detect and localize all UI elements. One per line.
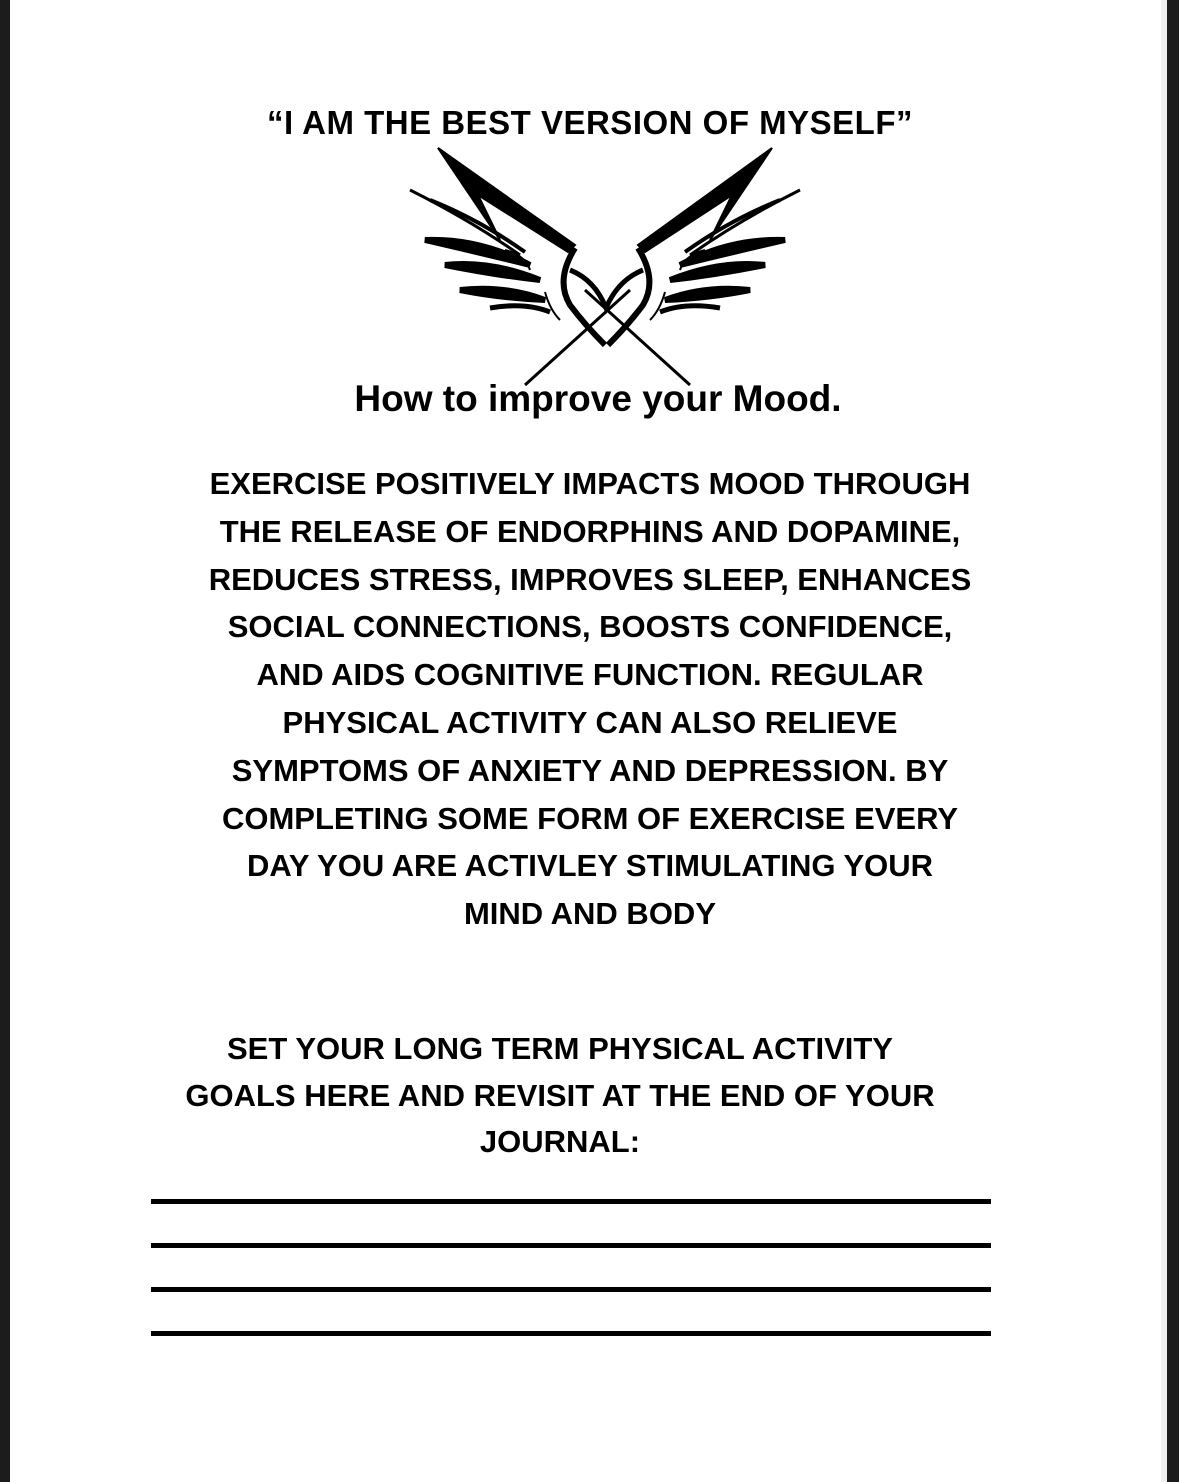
writing-line[interactable] <box>151 1199 991 1204</box>
body-line: EXERCISE POSITIVELY IMPACTS MOOD THROUGH <box>209 466 971 501</box>
goals-prompt <box>120 1026 1000 1166</box>
body-line: SOCIAL CONNECTIONS, BOOSTS CONFIDENCE, <box>227 609 953 645</box>
goals-line: GOALS HERE AND REVISIT AT THE END OF YOUR <box>185 1077 935 1113</box>
subtitle-heading: How to improve your Mood. <box>354 378 842 419</box>
body-line: THE RELEASE OF ENDORPHINS AND DOPAMINE, <box>219 513 961 549</box>
writing-line[interactable] <box>151 1287 991 1292</box>
wings-logo-icon <box>400 140 820 390</box>
affirmation-heading: “I AM THE BEST VERSION OF MYSELF” <box>267 104 913 141</box>
body-line: PHYSICAL ACTIVITY CAN ALSO RELIEVE <box>282 704 898 740</box>
body-line: REDUCES STRESS, IMPROVES SLEEP, ENHANCES <box>208 561 972 597</box>
body-line: MIND AND BODY <box>463 896 716 932</box>
body-line: DAY YOU ARE ACTIVLEY STIMULATING YOUR <box>246 848 934 884</box>
body-line: SYMPTOMS OF ANXIETY AND DEPRESSION. BY <box>231 752 949 788</box>
writing-line[interactable] <box>151 1331 991 1336</box>
goals-line: JOURNAL: <box>479 1124 641 1159</box>
body-line: AND AIDS COGNITIVE FUNCTION. REGULAR <box>256 657 924 693</box>
writing-line[interactable] <box>151 1243 991 1248</box>
goals-line: SET YOUR LONG TERM PHYSICAL ACTIVITY <box>227 1031 893 1066</box>
mood-body-text <box>150 460 1030 938</box>
body-line: COMPLETING SOME FORM OF EXERCISE EVERY <box>221 800 959 836</box>
page-edge <box>1161 0 1167 1482</box>
